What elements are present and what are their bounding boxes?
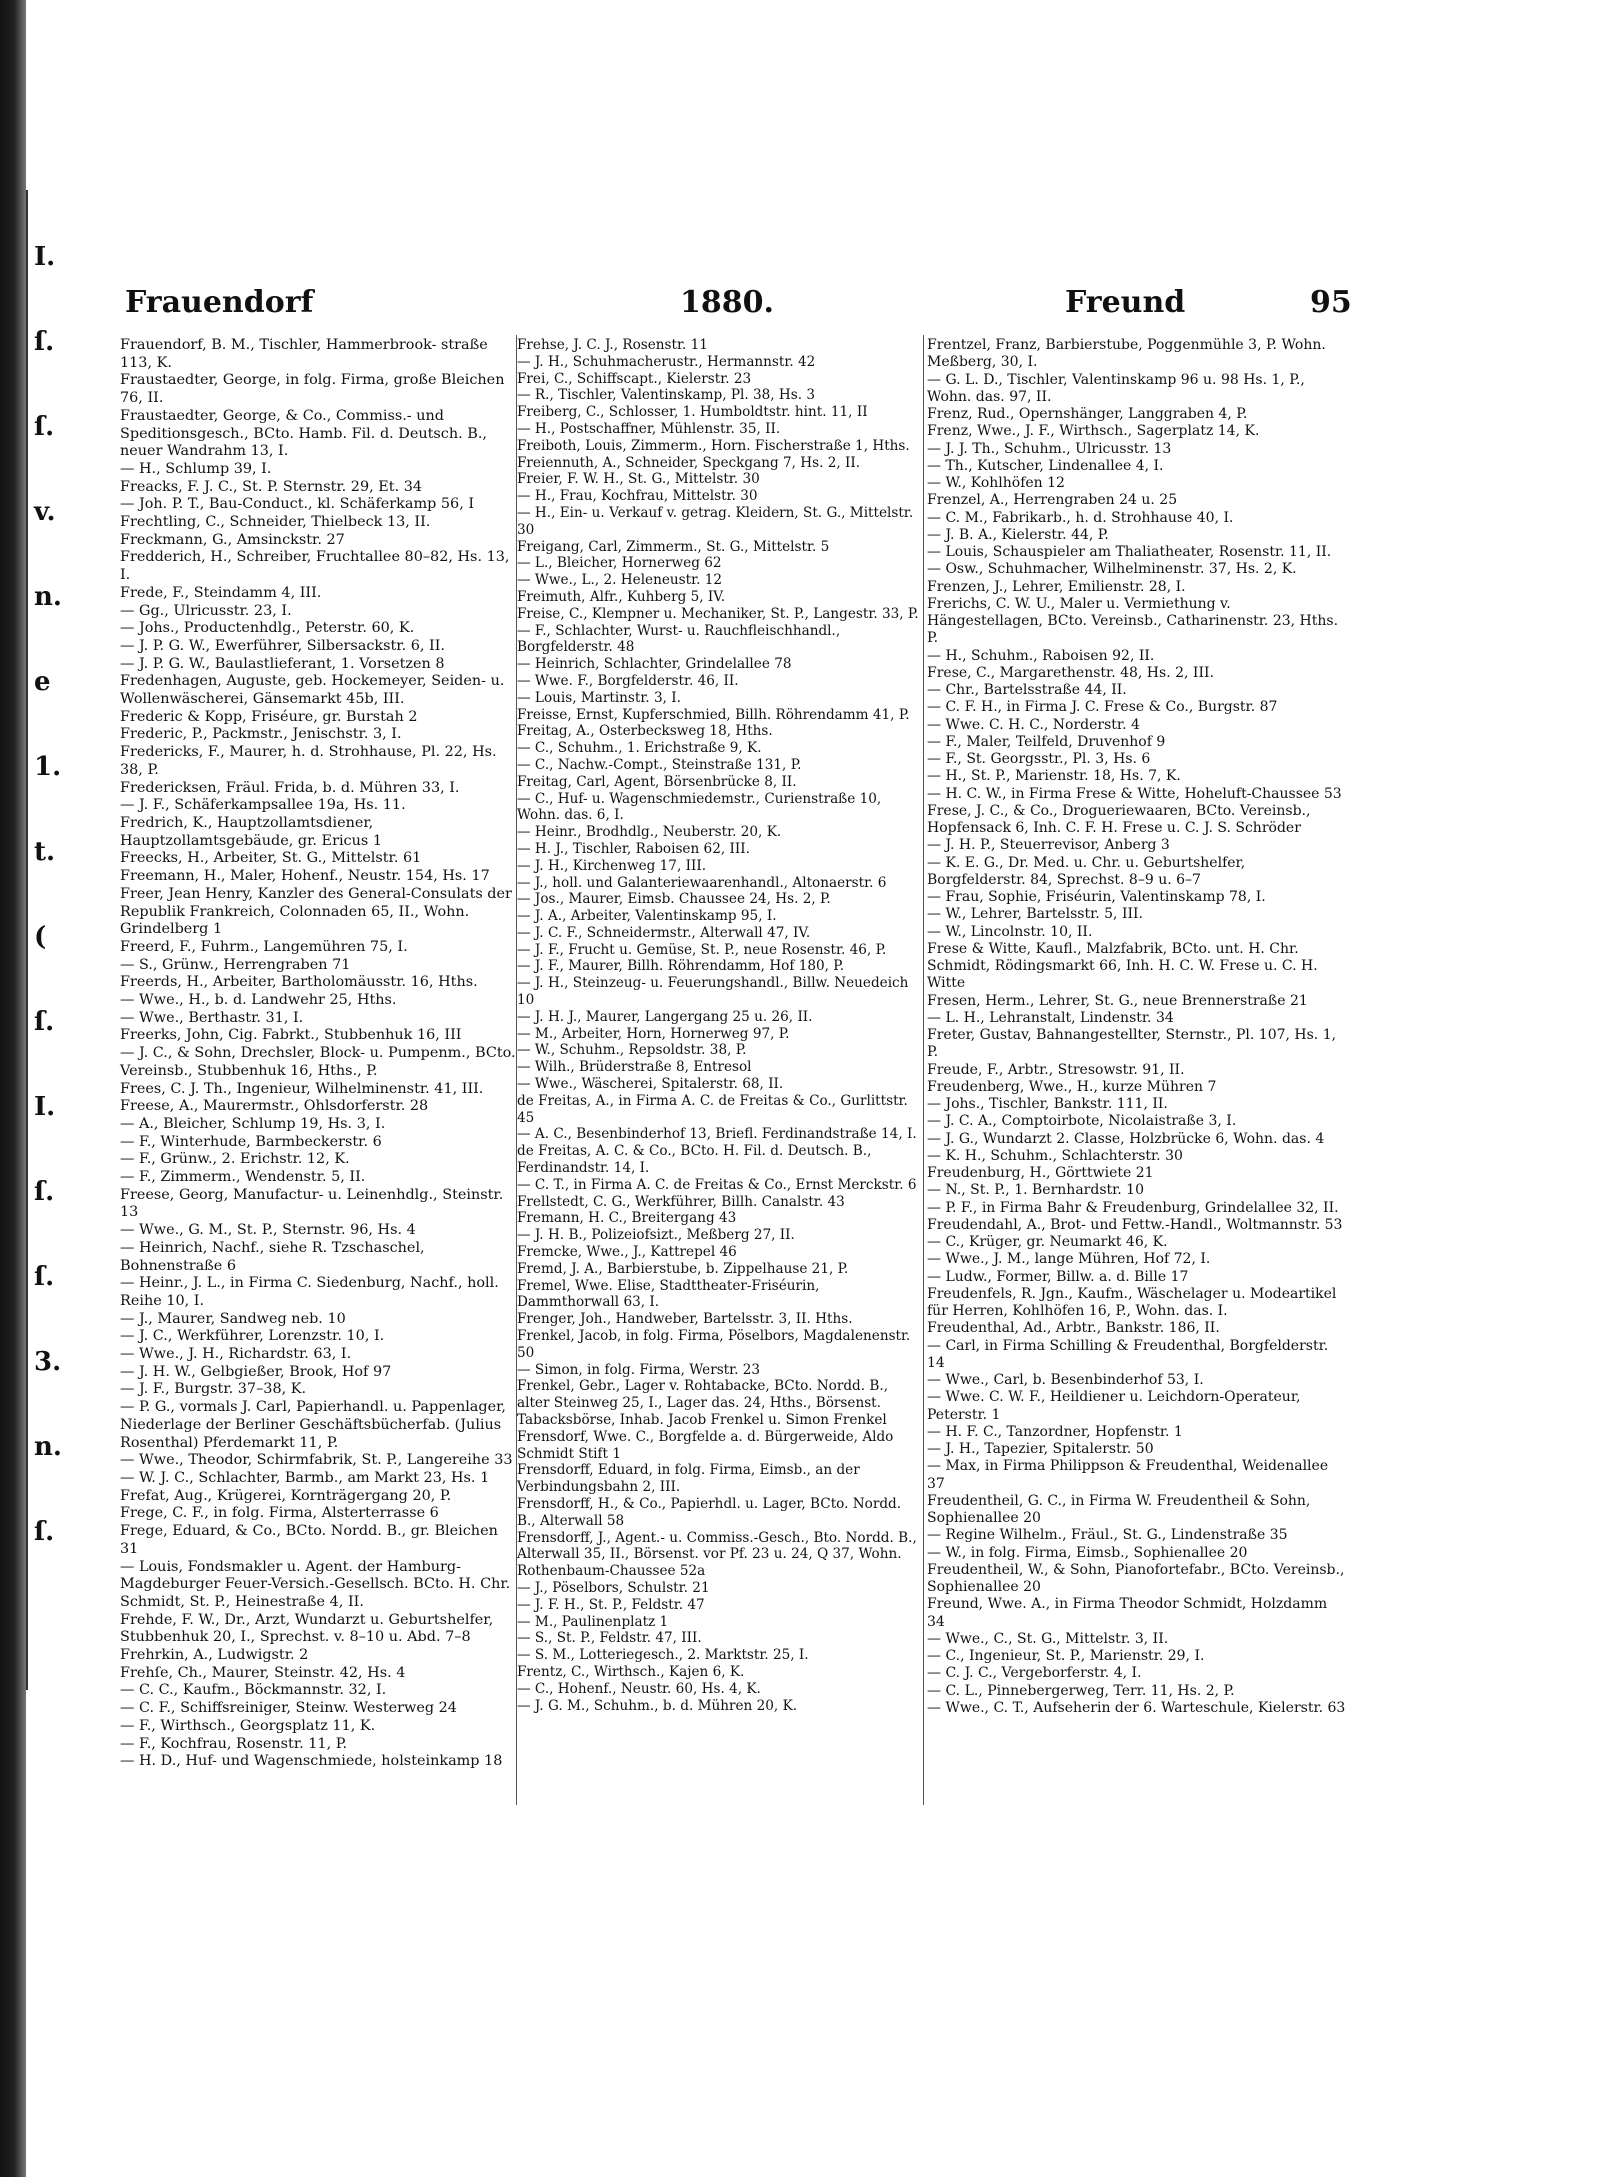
directory-entry: Freitag, A., Osterbecksweg 18, Hths. xyxy=(517,723,773,740)
directory-entry: — H., Frau, Kochfrau, Mittelstr. 30 xyxy=(517,488,758,505)
directory-entry: — S., St. P., Feldstr. 47, III. xyxy=(517,1630,702,1647)
directory-entry: Freimuth, Alfr., Kuhberg 5, IV. xyxy=(517,588,726,605)
directory-entry: — W., Schuhm., Repsoldstr. 38, P. xyxy=(517,1042,747,1059)
margin-mark: v. xyxy=(34,497,56,527)
directory-entry: — J. F. H., St. P., Feldstr. 47 xyxy=(517,1596,705,1613)
directory-entry: — Wwe., Theodor, Schirmfabrik, St. P., Langereihe 33 xyxy=(120,1452,513,1469)
directory-entry: — C. J. C., Vergeborferstr. 4, I. xyxy=(927,1665,1142,1682)
directory-entry: — F., St. Georgsstr., Pl. 3, Hs. 6 xyxy=(927,751,1151,767)
directory-entry: — Wwe., Carl, b. Besenbinderhof 53, I. xyxy=(927,1372,1204,1388)
directory-entry: — J. F., Frucht u. Gemüse, St. P., neue Rosenstr. 46, P. xyxy=(517,941,887,958)
directory-entry: Frentzel, Franz, Barbierstube, Poggenmühle 3, P. Wohn. Meßberg, 30, I. xyxy=(927,337,1326,371)
directory-entry: — J. H. P., Steuerrevisor, Anberg 3 xyxy=(927,837,1170,854)
header-right-catchword: Freund xyxy=(1065,285,1186,320)
directory-entry: — S. M., Lotteriegesch., 2. Marktstr. 25, I. xyxy=(517,1647,809,1664)
directory-entry: Freudenthal, Ad., Arbtr., Bankstr. 186, II. xyxy=(927,1320,1220,1337)
directory-entry: — Louis, Fondsmakler u. Agent. der Hamburg-Magdeburger Feuer-Versich.-Gesellsch. BCto. H. Chr. Schmidt, St. P., Heinestraße 4, II. xyxy=(120,1558,511,1610)
directory-column-2 xyxy=(517,337,920,1714)
directory-entry: — H., Ein- u. Verkauf v. getrag. Kleidern, St. G., Mittelstr. 30 xyxy=(517,504,914,538)
directory-entry: — P. G., vormals J. Carl, Papierhandl. u. Pappenlager, Niederlage der Berliner Geschäftsbücherfab. (Julius Rosenthal) Pferdemarkt 11, P. xyxy=(120,1399,506,1451)
margin-mark: I. xyxy=(34,242,56,272)
directory-entry: — F., Grünw., 2. Erichstr. 12, K. xyxy=(120,1151,350,1168)
directory-entry: — P. F., in Firma Bahr & Freudenburg, Grindelallee 32, II. xyxy=(927,1199,1339,1216)
directory-column-3 xyxy=(927,337,1347,1717)
directory-entry: Frenkel, Jacob, in folg. Firma, Pöselbors, Magdalenenstr. 50 xyxy=(517,1328,911,1361)
directory-entry: Freudentheil, G. C., in Firma W. Freudentheil & Sohn, Sophienallee 20 xyxy=(927,1492,1311,1526)
directory-entry: — Wwe. F., Borgfelderstr. 46, II. xyxy=(517,672,739,689)
directory-entry: — C., Huf- u. Wagenschmiedemstr., Curienstraße 10, Wohn. das. 6, I. xyxy=(517,790,882,824)
margin-mark: 1. xyxy=(34,752,62,782)
directory-entry: — Wwe., C., St. G., Mittelstr. 3, II. xyxy=(927,1630,1169,1647)
directory-entry: Fremd, J. A., Barbierstube, b. Zippelhause 21, P. xyxy=(517,1260,849,1277)
directory-entry: Freise, C., Klempner u. Mechaniker, St. P., Langestr. 33, P. xyxy=(517,605,919,622)
directory-entry: — N., St. P., 1. Bernhardstr. 10 xyxy=(927,1182,1144,1199)
directory-entry: — J. H., Steinzeug- u. Feuerungshandl., Billw. Neuedeich 10 xyxy=(517,975,909,1009)
directory-entry: Fredenhagen, Auguste, geb. Hockemeyer, Seiden- u. Wollenwäscherei, Gänsemarkt 45b, III. xyxy=(120,673,505,708)
header-year: 1880. xyxy=(680,285,774,320)
directory-entry: Fremann, H. C., Breitergang 43 xyxy=(517,1210,737,1227)
directory-entry: — W., in folg. Firma, Eimsb., Sophienallee 20 xyxy=(927,1544,1248,1561)
directory-entry: — J. P. G. W., Ewerführer, Silbersackstr. 6, II. xyxy=(120,637,446,654)
directory-entry: Freese, A., Maurermstr., Ohlsdorferstr. 28 xyxy=(120,1098,429,1115)
margin-mark: ſ. xyxy=(34,1177,55,1207)
directory-entry: — Louis, Schauspieler am Thaliatheater, Rosenstr. 11, II. xyxy=(927,544,1332,560)
directory-entry: Fredderich, H., Schreiber, Fruchtallee 80–82, Hs. 13, I. xyxy=(120,549,510,584)
directory-entry: — J., holl. und Galanteriewaarenhandl., Altonaerstr. 6 xyxy=(517,874,887,891)
directory-entry: Fredrich, K., Hauptzollamtsdiener, Hauptzollamtsgebäude, gr. Ericus 1 xyxy=(120,814,382,849)
directory-entry: Freemann, H., Maler, Hohenf., Neustr. 154, Hs. 17 xyxy=(120,868,490,885)
directory-entry: — Heinr., Brodhdlg., Neuberstr. 20, K. xyxy=(517,824,782,841)
directory-entry: — Wwe. C. H. C., Norderstr. 4 xyxy=(927,716,1140,733)
directory-entry: — J. F., Schäferkampsallee 19a, Hs. 11. xyxy=(120,797,406,814)
directory-entry: Frederic & Kopp, Friséure, gr. Burstah 2 xyxy=(120,708,418,725)
directory-entry: — W., Kohlhöfen 12 xyxy=(927,475,1065,491)
margin-mark: e xyxy=(34,667,51,697)
directory-entry: — Regine Wilhelm., Fräul., St. G., Lindenstraße 35 xyxy=(927,1527,1288,1544)
directory-entry: — J. C., Werkführer, Lorenzstr. 10, I. xyxy=(120,1328,385,1345)
directory-entry: — Wwe. C. W. F., Heildiener u. Leichdorn-Operateur, Peterstr. 1 xyxy=(927,1389,1301,1423)
directory-entry: Fremcke, Wwe., J., Kattrepel 46 xyxy=(517,1244,737,1261)
directory-entry: — Wwe., J. H., Richardstr. 63, I. xyxy=(120,1346,352,1363)
directory-entry: — C., Hohenf., Neustr. 60, Hs. 4, K. xyxy=(517,1680,761,1697)
directory-entry: Frehſe, Ch., Maurer, Steinstr. 42, Hs. 4 xyxy=(120,1664,406,1681)
directory-entry: — G. L. D., Tischler, Valentinskamp 96 u. 98 Hs. 1, P., Wohn. das. 97, II. xyxy=(927,371,1305,405)
directory-entry: Freer, Jean Henry, Kanzler des General-Consulats der Republik Frankreich, Colonnaden 65, II., Wohn. Grindelberg 1 xyxy=(120,885,512,938)
directory-entry: — Wilh., Brüderstraße 8, Entresol xyxy=(517,1059,752,1076)
directory-entry: Frehrkin, A., Ludwigstr. 2 xyxy=(120,1647,309,1664)
directory-entry: Fredericksen, Fräul. Frida, b. d. Mühren 33, I. xyxy=(120,779,460,796)
directory-entry: Freudentheil, W., & Sohn, Pianofortefabr., BCto. Vereinsb., Sophienallee 20 xyxy=(927,1561,1345,1595)
directory-entry: Freudenfels, R. Jgn., Kaufm., Wäschelager u. Modeartikel für Herren, Kohlhöfen 16, P., Wohn. das. I. xyxy=(927,1285,1337,1319)
directory-entry: Frees, C. J. Th., Ingenieur, Wilhelminenstr. 41, III. xyxy=(120,1080,484,1097)
directory-entry: Freudenburg, H., Görttwiete 21 xyxy=(927,1165,1154,1181)
directory-entry: Frenger, Joh., Handweber, Bartelsstr. 3, II. Hths. xyxy=(517,1311,853,1328)
column-divider xyxy=(923,335,924,1805)
directory-entry: — Wwe., Berthastr. 31, I. xyxy=(120,1009,304,1026)
directory-entry: — J. B. A., Kielerstr. 44, P. xyxy=(927,526,1109,543)
directory-entry: — C. F. H., in Firma J. C. Frese & Co., Burgstr. 87 xyxy=(927,699,1278,716)
directory-entry: — M., Paulinenplatz 1 xyxy=(517,1613,669,1630)
directory-entry: — Johs., Tischler, Bankstr. 111, II. xyxy=(927,1096,1168,1112)
directory-entry: — C., Nachw.-Compt., Steinstraße 131, P. xyxy=(517,756,802,773)
directory-entry: Freiennuth, A., Schneider, Speckgang 7, Hs. 2, II. xyxy=(517,454,861,471)
directory-entry: — J. H. J., Maurer, Langergang 25 u. 26, II. xyxy=(517,1008,813,1025)
directory-entry: — Gg., Ulricusstr. 23, I. xyxy=(120,602,292,619)
directory-entry: — L., Bleicher, Hornerweg 62 xyxy=(517,555,722,572)
directory-entry: Frensdorff, J., Agent.- u. Commiss.-Gesch., Bto. Nordd. B., Alterwall 35, II., Börsenst. vor Pf. 23 u. 24, Q 37, Wohn. Rothenbaum-Chaussee 52a xyxy=(517,1529,917,1580)
directory-entry: Frensdorff, Eduard, in folg. Firma, Eimsb., an der Verbindungsbahn 2, III. xyxy=(517,1462,860,1496)
directory-entry: — Ludw., Former, Billw. a. d. Bille 17 xyxy=(927,1268,1189,1285)
directory-entry: Freerks, John, Cig. Fabrkt., Stubbenhuk 16, III xyxy=(120,1027,462,1044)
directory-entry: Freter, Gustav, Bahnangestellter, Sternstr., Pl. 107, Hs. 1, P. xyxy=(927,1027,1337,1061)
directory-entry: — Chr., Bartelsstraße 44, II. xyxy=(927,682,1127,698)
directory-entry: Freisse, Ernst, Kupferschmied, Billh. Röhrendamm 41, P. xyxy=(517,706,910,723)
directory-entry: Frechtling, C., Schneider, Thielbeck 13, II. xyxy=(120,514,431,531)
directory-entry: Frefat, Aug., Krügerei, Kornträgergang 20, P. xyxy=(120,1487,452,1504)
directory-entry: — H. C. W., in Firma Frese & Witte, Hoheluft-Chaussee 53 xyxy=(927,785,1342,802)
margin-mark: ſ. xyxy=(34,1517,55,1547)
adjacent-page-margin xyxy=(26,190,62,1690)
directory-entry: Freiboth, Louis, Zimmerm., Horn. Fischerstraße 1, Hths. xyxy=(517,437,910,454)
margin-mark: ſ. xyxy=(34,1007,55,1037)
directory-entry: Freecks, H., Arbeiter, St. G., Mittelstr. 61 xyxy=(120,850,422,867)
directory-entry: Frenz, Rud., Opernshänger, Langgraben 4, P. xyxy=(927,406,1248,422)
directory-entry: Freerd, F., Fuhrm., Langemühren 75, I. xyxy=(120,938,408,955)
margin-mark: ſ. xyxy=(34,1262,55,1292)
directory-entry: Freitag, Carl, Agent, Börsenbrücke 8, II. xyxy=(517,773,797,790)
directory-entry: — A., Bleicher, Schlump 19, Hs. 3, I. xyxy=(120,1115,386,1132)
directory-entry: Freudenberg, Wwe., H., kurze Mühren 7 xyxy=(927,1078,1217,1095)
directory-entry: — J. H. W., Gelbgießer, Brook, Hof 97 xyxy=(120,1363,392,1380)
directory-entry: — J. H. B., Polizeiofsizt., Meßberg 27, II. xyxy=(517,1227,795,1244)
directory-entry: — H., Schlump 39, I. xyxy=(120,460,272,477)
directory-entry: — J. C. A., Comptoirbote, Nicolaistraße 3, I. xyxy=(927,1113,1237,1130)
directory-entry: — H., Schuhm., Raboisen 92, II. xyxy=(927,647,1155,664)
directory-entry: Frenzel, A., Herrengraben 24 u. 25 xyxy=(927,492,1178,509)
directory-entry: Freund, Wwe. A., in Firma Theodor Schmidt, Holzdamm 34 xyxy=(927,1596,1328,1630)
directory-entry: — J. G. M., Schuhm., b. d. Mühren 20, K. xyxy=(517,1697,798,1714)
directory-entry: — Heinrich, Schlachter, Grindelallee 78 xyxy=(517,656,792,673)
margin-mark: I. xyxy=(34,1092,56,1122)
directory-entry: — J. A., Arbeiter, Valentinskamp 95, I. xyxy=(517,908,777,925)
directory-entry: — J. H., Schuhmacherustr., Hermannstr. 42 xyxy=(517,353,816,370)
directory-entry: — W., Lehrer, Bartelsstr. 5, III. xyxy=(927,906,1143,923)
directory-entry: — J., Pöselbors, Schulstr. 21 xyxy=(517,1579,710,1596)
page-header xyxy=(105,285,1405,325)
directory-entry: Fraustaedter, George, & Co., Commiss.- und Speditionsgesch., BCto. Hamb. Fil. d. Deutsch. B., neuer Wandrahm 13, I. xyxy=(120,407,487,460)
margin-mark: n. xyxy=(34,1432,62,1462)
directory-entry: — M., Arbeiter, Horn, Hornerweg 97, P. xyxy=(517,1025,790,1042)
directory-entry: — F., Wirthsch., Georgsplatz 11, K. xyxy=(120,1717,376,1734)
directory-entry: — F., Schlachter, Wurst- u. Rauchfleischhandl., Borgfelderstr. 48 xyxy=(517,622,841,656)
directory-entry: Frese, C., Margarethenstr. 48, Hs. 2, III. xyxy=(927,664,1214,681)
directory-entry: — F., Winterhude, Barmbeckerstr. 6 xyxy=(120,1133,382,1150)
page-binding-edge xyxy=(0,0,26,2177)
directory-entry: Frensdorff, H., & Co., Papierhdl. u. Lager, BCto. Nordd. B., Alterwall 58 xyxy=(517,1495,902,1529)
directory-entry: — F., Maler, Teilfeld, Druvenhof 9 xyxy=(927,733,1166,750)
directory-entry: de Freitas, A. C. & Co., BCto. H. Fil. d. Deutsch. B., Ferdinandstr. 14, I. xyxy=(517,1143,872,1177)
directory-entry: — Jos., Maurer, Eimsb. Chaussee 24, Hs. 2, P. xyxy=(517,891,831,908)
directory-entry: — H., Postschaffner, Mühlenstr. 35, II. xyxy=(517,420,781,437)
directory-entry: — Osw., Schuhmacher, Wilhelminenstr. 37, Hs. 2, K. xyxy=(927,561,1297,578)
directory-entry: Frede, F., Steindamm 4, III. xyxy=(120,584,322,601)
directory-entry: — C. T., in Firma A. C. de Freitas & Co., Ernst Merckstr. 6 xyxy=(517,1176,917,1193)
directory-entry: — C. F., Schiffsreiniger, Steinw. Westerweg 24 xyxy=(120,1700,457,1717)
directory-entry: — C. C., Kaufm., Böckmannstr. 32, I. xyxy=(120,1682,387,1699)
directory-entry: Freudendahl, A., Brot- und Fettw.-Handl., Woltmannstr. 53 xyxy=(927,1216,1343,1233)
directory-entry: de Freitas, A., in Firma A. C. de Freitas & Co., Gurlittstr. 45 xyxy=(517,1092,908,1126)
margin-mark: n. xyxy=(34,582,62,612)
directory-entry: — R., Tischler, Valentinskamp, Pl. 38, Hs. 3 xyxy=(517,387,816,404)
directory-entry: Frellstedt, C. G., Werkführer, Billh. Canalstr. 43 xyxy=(517,1193,845,1210)
directory-entry: — C. M., Fabrikarb., h. d. Strohhause 40, I. xyxy=(927,509,1234,526)
directory-entry: Freiberg, C., Schlosser, 1. Humboldtstr. hint. 11, II xyxy=(517,404,868,421)
directory-entry: Frenzen, J., Lehrer, Emilienstr. 28, I. xyxy=(927,578,1186,595)
directory-entry: Freerds, H., Arbeiter, Bartholomäusstr. 16, Hths. xyxy=(120,974,478,991)
directory-entry: Fremel, Wwe. Elise, Stadttheater-Friséurin, Dammthorwall 63, I. xyxy=(517,1277,820,1311)
directory-entry: Freigang, Carl, Zimmerm., St. G., Mittelstr. 5 xyxy=(517,538,830,555)
directory-entry: — J. G., Wundarzt 2. Classe, Holzbrücke 6, Wohn. das. 4 xyxy=(927,1130,1325,1147)
directory-entry: — F., Zimmerm., Wendenstr. 5, II. xyxy=(120,1169,366,1186)
directory-entry: — K. H., Schuhm., Schlachterstr. 30 xyxy=(927,1147,1183,1164)
directory-entry: — J. H., Kirchenweg 17, III. xyxy=(517,857,707,874)
directory-entry: — Th., Kutscher, Lindenallee 4, I. xyxy=(927,457,1164,474)
directory-entry: — F., Kochfrau, Rosenstr. 11, P. xyxy=(120,1735,348,1752)
directory-entry: — L. H., Lehranstalt, Lindenstr. 34 xyxy=(927,1009,1174,1026)
directory-entry: — J. F., Maurer, Billh. Röhrendamm, Hof 180, P. xyxy=(517,958,845,975)
directory-entry: Frege, C. F., in folg. Firma, Alsterterrasse 6 xyxy=(120,1505,439,1522)
directory-entry: — J. J. Th., Schuhm., Ulricusstr. 13 xyxy=(927,440,1172,457)
margin-mark: t. xyxy=(34,837,56,867)
directory-entry: Freckmann, G., Amsinckstr. 27 xyxy=(120,531,345,548)
directory-entry: — Wwe., Wäscherei, Spitalerstr. 68, II. xyxy=(517,1076,784,1093)
directory-entry: — C., Schuhm., 1. Erichstraße 9, K. xyxy=(517,740,762,757)
directory-entry: — Wwe., J. M., lange Mühren, Hof 72, I. xyxy=(927,1251,1211,1268)
directory-entry: — Wwe., C. T., Aufseherin der 6. Warteschule, Kielerstr. 63 xyxy=(927,1699,1346,1716)
directory-entry: — C., Krüger, gr. Neumarkt 46, K. xyxy=(927,1234,1168,1250)
header-left-catchword: Frauendorf xyxy=(125,285,314,320)
directory-entry: — H., St. P., Marienstr. 18, Hs. 7, K. xyxy=(927,768,1181,785)
directory-entry: — H. D., Huf- und Wagenschmiede, holsteinkamp 18 xyxy=(120,1753,503,1770)
directory-entry: Frenz, Wwe., J. F., Wirthsch., Sagerplatz 14, K. xyxy=(927,423,1260,440)
directory-entry: Frederic, P., Packmstr., Jenischstr. 3, I. xyxy=(120,726,402,743)
directory-entry: Frese & Witte, Kaufl., Malzfabrik, BCto. unt. H. Chr. Schmidt, Rödingsmarkt 66, Inh. H. C. W. Frese u. C. H. Witte xyxy=(927,940,1318,992)
directory-entry: Frese, J. C., & Co., Drogueriewaaren, BCto. Vereinsb., Hopfensack 6, Inh. C. F. H. Frese u. C. J. S. Schröder xyxy=(927,802,1311,836)
directory-entry: Freese, Georg, Manufactur- u. Leinenhdlg., Steinstr. 13 xyxy=(120,1186,504,1221)
directory-entry: — Wwe., G. M., St. P., Sternstr. 96, Hs. 4 xyxy=(120,1222,416,1239)
directory-entry: — C. L., Pinnebergerweg, Terr. 11, Hs. 2, P. xyxy=(927,1682,1235,1699)
directory-entry: Freier, F. W. H., St. G., Mittelstr. 30 xyxy=(517,471,760,488)
margin-mark: ( xyxy=(34,922,47,952)
directory-entry: — Wwe., H., b. d. Landwehr 25, Hths. xyxy=(120,992,397,1009)
directory-entry: — J. P. G. W., Baulastlieferant, 1. Vorsetzen 8 xyxy=(120,655,445,672)
directory-entry: — W., Lincolnstr. 10, II. xyxy=(927,923,1093,940)
directory-column-1 xyxy=(120,337,520,1771)
directory-entry: — K. E. G., Dr. Med. u. Chr. u. Geburtshelfer, Borgfelderstr. 84, Sprechst. 8–9 u. 6–7 xyxy=(927,854,1246,888)
directory-entry: — J. C., & Sohn, Drechsler, Block- u. Pumpenm., BCto. Vereinsb., Stubbenhuk 16, Hths., P. xyxy=(120,1045,516,1079)
directory-entry: Fresen, Herm., Lehrer, St. G., neue Brennerstraße 21 xyxy=(927,992,1308,1009)
directory-entry: Frentz, C., Wirthsch., Kajen 6, K. xyxy=(517,1663,745,1680)
directory-entry: — Wwe., L., 2. Heleneustr. 12 xyxy=(517,572,723,589)
directory-entry: — Frau, Sophie, Friséurin, Valentinskamp 78, I. xyxy=(927,889,1266,905)
directory-entry: — A. C., Besenbinderhof 13, Briefl. Ferdinandstraße 14, I. xyxy=(517,1126,917,1143)
directory-entry: — Louis, Martinstr. 3, I. xyxy=(517,689,682,706)
directory-entry: — C., Ingenieur, St. P., Marienstr. 29, I. xyxy=(927,1648,1205,1664)
directory-entry: — J. C. F., Schneidermstr., Alterwall 47, IV. xyxy=(517,924,811,941)
directory-entry: — Heinrich, Nachf., siehe R. Tzschaschel, Bohnenstraße 6 xyxy=(120,1239,425,1274)
directory-entry: Fraustaedter, George, in folg. Firma, große Bleichen 76, II. xyxy=(120,372,505,407)
directory-entry: — Max, in Firma Philippson & Freudenthal, Weidenallee 37 xyxy=(927,1458,1329,1492)
directory-entry: Frenkel, Gebr., Lager v. Rohtabacke, BCto. Nordd. B., alter Steinweg 25, I., Lager das. 24, Hths., Börsenst. Tabacksbörse, Inhab. Jacob Frenkel u. Simon Frenkel xyxy=(517,1378,889,1428)
directory-entry: — S., Grünw., Herrengraben 71 xyxy=(120,956,351,973)
directory-entry: Frege, Eduard, & Co., BCto. Nordd. B., gr. Bleichen 31 xyxy=(120,1523,498,1557)
directory-entry: — H. J., Tischler, Raboisen 62, III. xyxy=(517,840,750,857)
directory-entry: — H. F. C., Tanzordner, Hopfenstr. 1 xyxy=(927,1423,1183,1440)
directory-entry: — Carl, in Firma Schilling & Freudenthal, Borgfelderstr. 14 xyxy=(927,1337,1329,1371)
directory-entry: Frauendorf, B. M., Tischler, Hammerbrook- straße 113, K. xyxy=(120,337,488,371)
directory-entry: Frei, C., Schiffscapt., Kielerstr. 23 xyxy=(517,370,752,387)
page-number: 95 xyxy=(1310,285,1352,320)
margin-mark: ſ. xyxy=(34,412,55,442)
directory-entry: Frensdorf, Wwe. C., Borgfelde a. d. Bürgerweide, Aldo Schmidt Stift 1 xyxy=(517,1428,894,1462)
directory-entry: — Simon, in folg. Firma, Werstr. 23 xyxy=(517,1361,761,1378)
margin-mark: ſ. xyxy=(34,327,55,357)
directory-entry: — J. H., Tapezier, Spitalerstr. 50 xyxy=(927,1441,1154,1457)
directory-entry: — J. F., Burgstr. 37–38, K. xyxy=(120,1381,307,1398)
directory-entry: Freacks, F. J. C., St. P. Sternstr. 29, Et. 34 xyxy=(120,478,423,495)
directory-entry: — Heinr., J. L., in Firma C. Siedenburg, Nachf., holl. Reihe 10, I. xyxy=(120,1275,499,1309)
directory-entry: — Joh. P. T., Bau-Conduct., kl. Schäferkamp 56, I xyxy=(120,496,475,513)
directory-entry: — Johs., Productenhdlg., Peterstr. 60, K. xyxy=(120,620,415,637)
directory-entry: Fredericks, F., Maurer, h. d. Strohhause, Pl. 22, Hs. 38, P. xyxy=(120,744,497,778)
directory-entry: Frehse, J. C. J., Rosenstr. 11 xyxy=(517,337,708,353)
margin-mark: 3. xyxy=(34,1347,62,1377)
directory-entry: Freude, F., Arbtr., Stresowstr. 91, II. xyxy=(927,1061,1185,1078)
directory-entry: — W. J. C., Schlachter, Barmb., am Markt 23, Hs. 1 xyxy=(120,1470,490,1486)
directory-entry: Frerichs, C. W. U., Maler u. Vermiethung v. Hängestellagen, BCto. Vereinsb., Catharinenstr. 23, Hths. P. xyxy=(927,595,1339,647)
directory-entry: Frehde, F. W., Dr., Arzt, Wundarzt u. Geburtshelfer, Stubbenhuk 20, I., Sprechst. v. 8–10 u. Abd. 7–8 xyxy=(120,1611,494,1646)
directory-entry: — J., Maurer, Sandweg neb. 10 xyxy=(120,1310,346,1327)
